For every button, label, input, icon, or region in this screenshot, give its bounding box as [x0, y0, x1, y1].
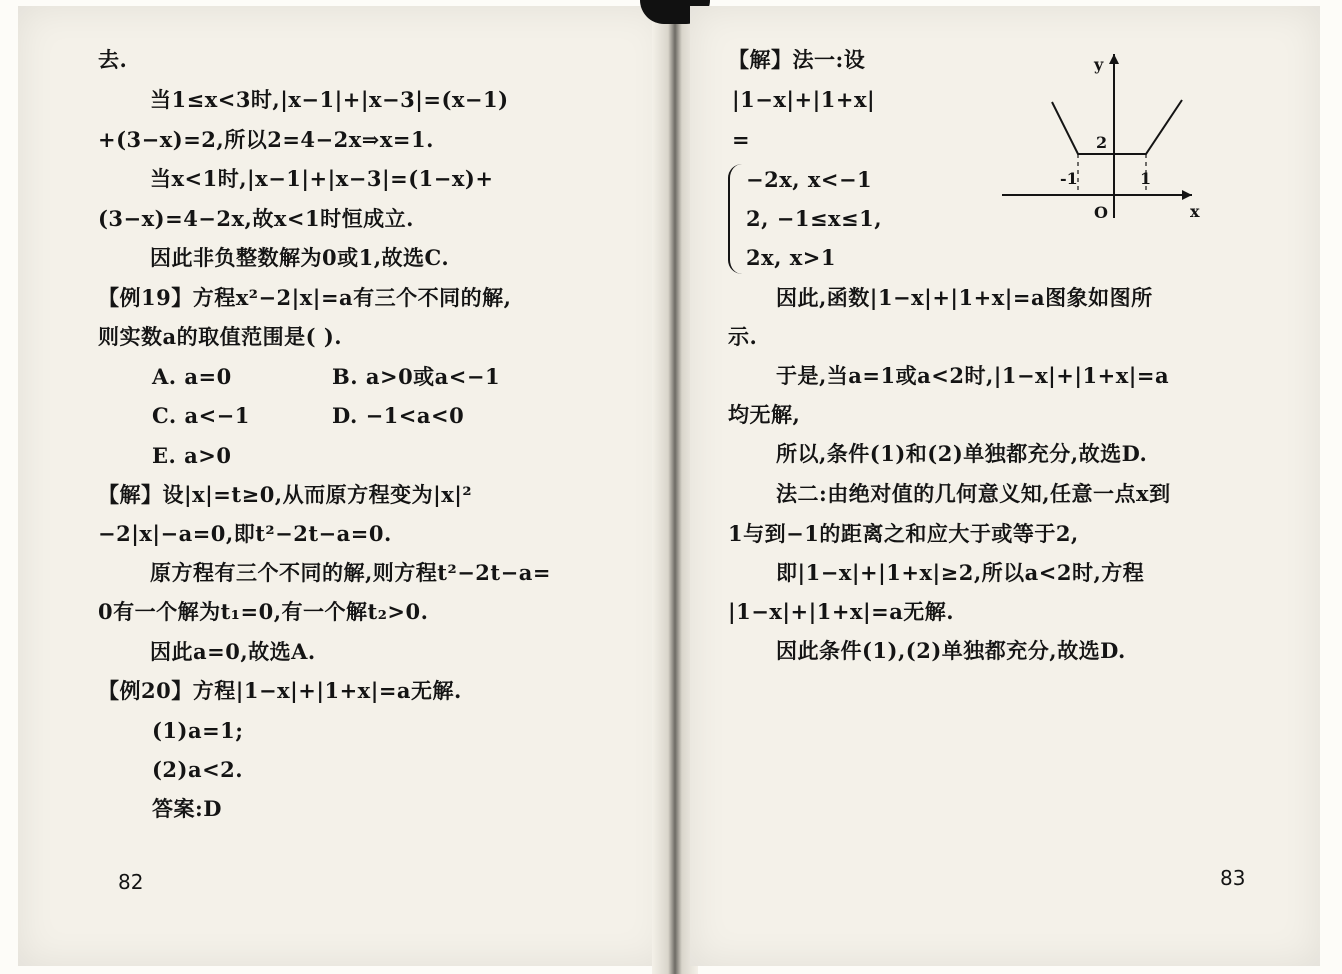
text-line: 当x<1时,|x−1|+|x−3|=(1−x)+	[150, 166, 494, 191]
option-d: D. −1<a<0	[332, 403, 465, 428]
text-line: 原方程有三个不同的解,则方程t²−2t−a=	[150, 560, 551, 585]
solution-heading: 【解】法一:设	[728, 47, 866, 72]
x-axis-label: x	[1190, 202, 1200, 221]
option-a: A. a=0	[152, 364, 232, 389]
option-c: C. a<−1	[152, 403, 250, 428]
example-heading: 【例20】方程|1−x|+|1+x|=a无解.	[98, 678, 462, 703]
option-b: B. a>0或a<−1	[332, 364, 501, 389]
y-tick-label: 2	[1096, 133, 1108, 152]
piecewise-brace	[728, 164, 744, 274]
text-line: 因此,函数|1−x|+|1+x|=a图象如图所	[776, 285, 1153, 310]
method-two-heading: 法二:由绝对值的几何意义知,任意一点x到	[776, 481, 1171, 506]
text-line: 均无解,	[728, 402, 801, 427]
text-line: 于是,当a=1或a<2时,|1−x|+|1+x|=a	[776, 363, 1170, 388]
piecewise-case: −2x, x<−1	[746, 167, 873, 192]
page-number: 83	[1220, 866, 1246, 890]
answer: 答案:D	[152, 796, 222, 821]
text-line: 因此非负整数解为0或1,故选C.	[150, 245, 450, 270]
text-line: |1−x|+|1+x|	[732, 87, 876, 112]
example-heading: 【例19】方程x²−2|x|=a有三个不同的解,	[98, 285, 512, 310]
piecewise-case: 2, −1≤x≤1,	[746, 206, 883, 231]
text-line: −2|x|−a=0,即t²−2t−a=0.	[98, 521, 392, 546]
left-page	[18, 6, 668, 966]
text-line: 0有一个解为t₁=0,有一个解t₂>0.	[98, 599, 429, 624]
option-e: E. a>0	[152, 443, 232, 468]
y-axis-label: y	[1094, 55, 1104, 74]
x-tick-label: 1	[1140, 169, 1152, 188]
text-line: 去.	[98, 47, 128, 72]
text-line: 则实数a的取值范围是( ).	[98, 324, 343, 349]
text-line: +(3−x)=2,所以2=4−2x⇒x=1.	[98, 127, 434, 152]
text-line: 当1≤x<3时,|x−1|+|x−3|=(x−1)	[150, 87, 509, 112]
text-line: 即|1−x|+|1+x|≥2,所以a<2时,方程	[776, 560, 1145, 585]
solution-heading: 【解】设|x|=t≥0,从而原方程变为|x|²	[98, 482, 473, 507]
text-line: 所以,条件(1)和(2)单独都充分,故选D.	[776, 441, 1148, 466]
piecewise-case: 2x, x>1	[746, 245, 836, 270]
condition-1: (1)a=1;	[152, 718, 244, 743]
text-line: (3−x)=4−2x,故x<1时恒成立.	[98, 206, 414, 231]
right-page	[690, 6, 1320, 966]
origin-label: O	[1094, 203, 1108, 222]
text-line: 示.	[728, 324, 758, 349]
x-tick-label: -1	[1060, 169, 1078, 188]
text-line: 因此条件(1),(2)单独都充分,故选D.	[776, 638, 1126, 663]
text-line: |1−x|+|1+x|=a无解.	[728, 599, 955, 624]
function-graph	[994, 48, 1204, 228]
text-line: 1与到−1的距离之和应大于或等于2,	[728, 521, 1079, 546]
text-line: 因此a=0,故选A.	[150, 639, 316, 664]
condition-2: (2)a<2.	[152, 757, 244, 782]
page-number: 82	[118, 870, 144, 894]
text-line: =	[732, 127, 751, 152]
